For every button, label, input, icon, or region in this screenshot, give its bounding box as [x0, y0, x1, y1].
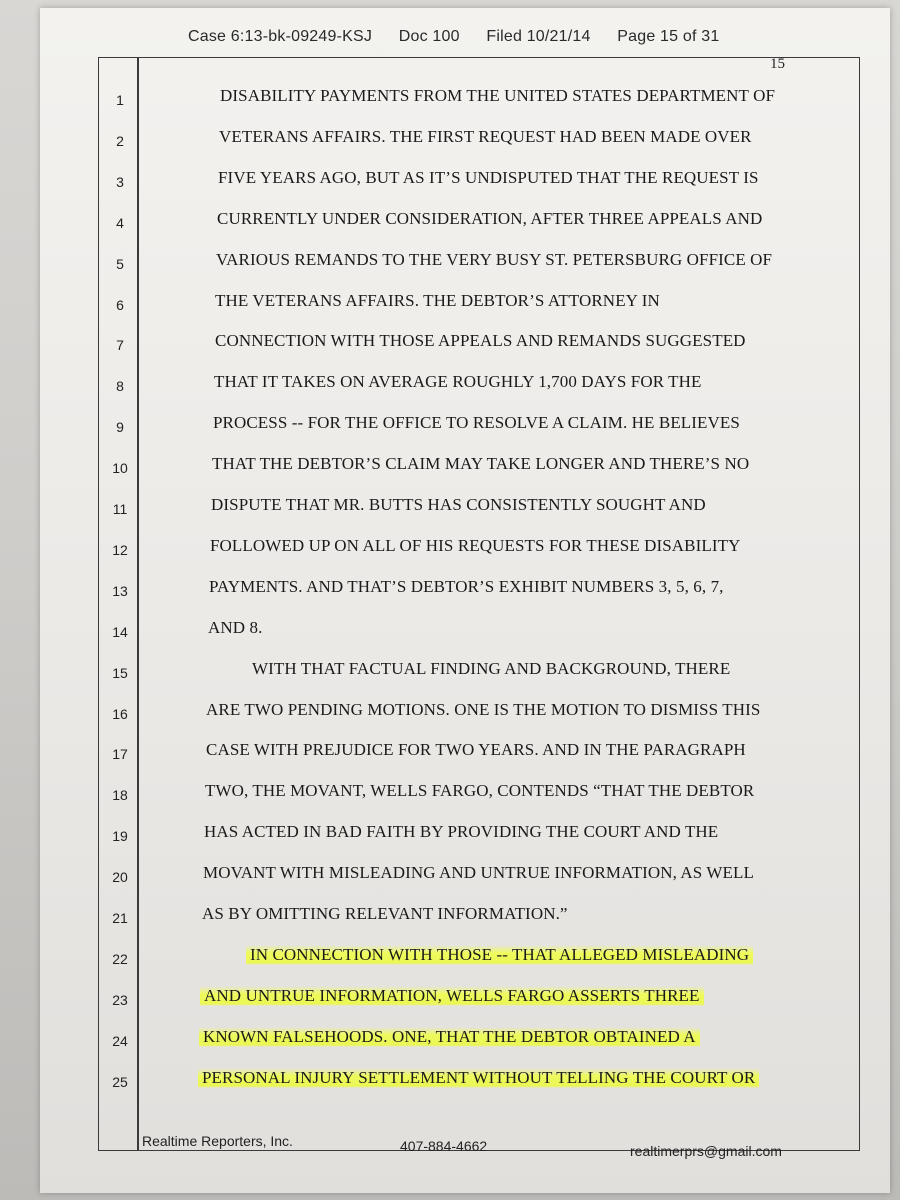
transcript-line — [40, 493, 890, 523]
transcript-line — [40, 820, 890, 850]
line-number: 9 — [116, 419, 124, 436]
transcript-line — [40, 534, 890, 564]
line-number: 19 — [112, 828, 128, 845]
transcript-line — [40, 902, 890, 932]
transcript-line — [40, 779, 890, 809]
line-number: 3 — [116, 173, 124, 190]
line-text: TWO, THE MOVANT, WELLS FARGO, CONTENDS “THAT THE DEBTOR — [205, 781, 755, 801]
filed-date: Filed 10/21/14 — [486, 28, 591, 45]
transcript-line — [40, 1025, 890, 1055]
page-count: Page 15 of 31 — [617, 28, 720, 45]
transcript-line — [40, 248, 890, 278]
transcript-line — [40, 411, 890, 441]
line-text: DISABILITY PAYMENTS FROM THE UNITED STATES DEPARTMENT OF — [220, 86, 775, 105]
highlighted-line-text: KNOWN FALSEHOODS. ONE, THAT THE DEBTOR OBTAINED A — [199, 1027, 700, 1047]
transcript-line — [40, 166, 890, 196]
transcript-line — [40, 452, 890, 482]
page-number: 15 — [770, 56, 785, 72]
line-text: THAT THE DEBTOR’S CLAIM MAY TAKE LONGER AND THERE’S NO — [212, 454, 750, 474]
transcript-line — [40, 329, 890, 359]
line-number: 11 — [112, 501, 128, 517]
line-text: PROCESS -- FOR THE OFFICE TO RESOLVE A CLAIM. HE BELIEVES — [213, 413, 740, 433]
line-number: 2 — [116, 132, 124, 149]
line-number: 16 — [112, 705, 128, 722]
transcript-line — [40, 943, 890, 973]
transcript-line — [40, 370, 890, 400]
transcript-line — [40, 861, 890, 891]
line-number: 7 — [116, 337, 124, 354]
highlighted-line-text: IN CONNECTION WITH THOSE -- THAT ALLEGED MISLEADING — [246, 945, 753, 965]
line-text: THAT IT TAKES ON AVERAGE ROUGHLY 1,700 DAYS FOR THE — [214, 372, 702, 392]
line-text: AND 8. — [208, 617, 263, 637]
line-number: 18 — [112, 787, 128, 804]
line-number: 15 — [112, 664, 128, 681]
footer-email: realtimerprs@gmail.com — [630, 1143, 782, 1159]
line-number: 23 — [112, 991, 128, 1008]
line-number: 24 — [112, 1032, 128, 1049]
line-text: DISPUTE THAT MR. BUTTS HAS CONSISTENTLY SOUGHT AND — [211, 495, 706, 514]
line-number: 22 — [112, 950, 128, 967]
transcript-line — [40, 1066, 890, 1096]
line-number: 8 — [116, 378, 124, 395]
line-number: 6 — [116, 296, 124, 313]
line-number: 5 — [116, 255, 124, 272]
line-text: CONNECTION WITH THOSE APPEALS AND REMANDS SUGGESTED — [215, 331, 746, 351]
line-text: FIVE YEARS AGO, BUT AS IT’S UNDISPUTED THAT THE REQUEST IS — [218, 167, 759, 187]
line-number: 14 — [112, 623, 128, 640]
line-text: HAS ACTED IN BAD FAITH BY PROVIDING THE COURT AND THE — [204, 822, 719, 842]
doc-number: Doc 100 — [398, 28, 460, 45]
line-text: PAYMENTS. AND THAT’S DEBTOR’S EXHIBIT NUMBERS 3, 5, 6, 7, — [209, 576, 724, 596]
transcript-line — [40, 616, 890, 646]
line-text: MOVANT WITH MISLEADING AND UNTRUE INFORMATION, AS WELL — [203, 863, 754, 883]
footer-company: Realtime Reporters, Inc. — [142, 1133, 293, 1149]
highlighted-line-text: AND UNTRUE INFORMATION, WELLS FARGO ASSERTS THREE — [200, 986, 704, 1006]
transcript-line — [40, 738, 890, 768]
line-number: 20 — [112, 869, 128, 886]
line-text: VARIOUS REMANDS TO THE VERY BUSY ST. PETERSBURG OFFICE OF — [216, 249, 773, 269]
line-number: 13 — [112, 582, 128, 599]
line-text: WITH THAT FACTUAL FINDING AND BACKGROUND, THERE — [252, 658, 731, 678]
line-number: 10 — [112, 460, 128, 477]
footer-phone: 407-884-4662 — [400, 1138, 488, 1154]
line-text: AS BY OMITTING RELEVANT INFORMATION.” — [202, 904, 568, 923]
transcript-line — [40, 984, 890, 1014]
transcript-line — [40, 575, 890, 605]
line-number: 4 — [116, 214, 124, 231]
highlighted-line-text: PERSONAL INJURY SETTLEMENT WITHOUT TELLING THE COURT OR — [198, 1068, 759, 1088]
transcript-line — [40, 84, 890, 114]
line-text: THE VETERANS AFFAIRS. THE DEBTOR’S ATTORNEY IN — [215, 290, 660, 310]
case-header — [188, 28, 742, 46]
transcript-line — [40, 207, 890, 237]
transcript-page — [40, 8, 890, 1193]
line-number: 25 — [112, 1073, 128, 1090]
transcript-line — [40, 289, 890, 319]
line-number: 17 — [112, 746, 128, 763]
line-text: FOLLOWED UP ON ALL OF HIS REQUESTS FOR THESE DISABILITY — [210, 535, 741, 555]
line-text: VETERANS AFFAIRS. THE FIRST REQUEST HAD BEEN MADE OVER — [219, 126, 752, 146]
line-text: ARE TWO PENDING MOTIONS. ONE IS THE MOTION TO DISMISS THIS — [206, 699, 761, 719]
transcript-line — [40, 125, 890, 155]
line-number: 1 — [116, 92, 124, 108]
line-text: CASE WITH PREJUDICE FOR TWO YEARS. AND IN THE PARAGRAPH — [206, 740, 746, 760]
transcript-line — [40, 657, 890, 687]
transcript-line — [40, 698, 890, 728]
line-number: 21 — [112, 910, 128, 926]
line-text: CURRENTLY UNDER CONSIDERATION, AFTER THREE APPEALS AND — [217, 208, 763, 228]
line-number: 12 — [112, 541, 128, 558]
case-number: Case 6:13-bk-09249-KSJ — [188, 28, 373, 45]
